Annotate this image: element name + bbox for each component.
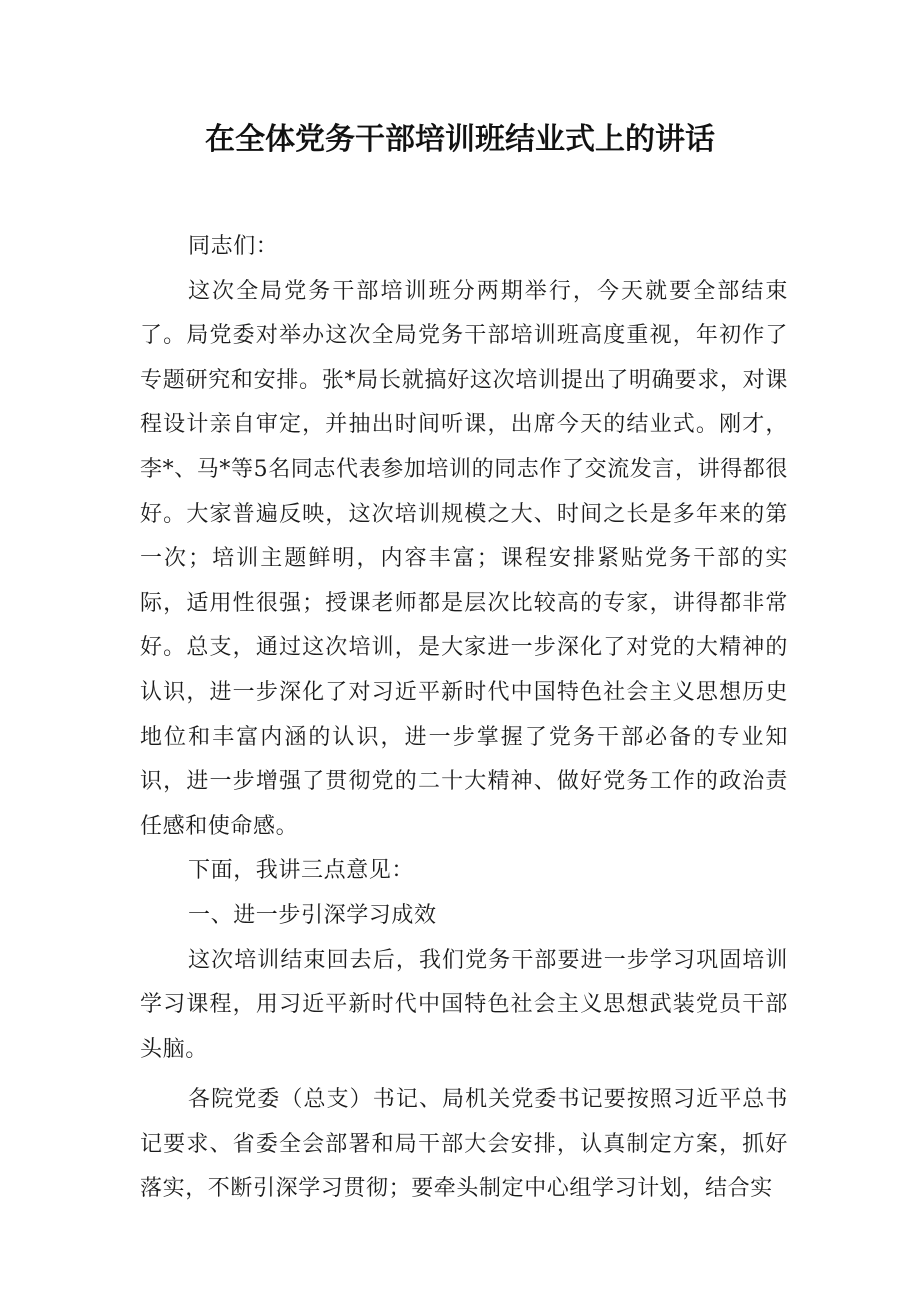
paragraph-section-1-b: 各院党委（总支）书记、局机关党委书记要按照习近平总书记要求、省委全会部署和局干部大会安排，认真制定方案，抓好落实，不断引深学习贯彻；要牵头制定中心组学习计划，结合实 [140,1087,788,1202]
paragraph-section-1-a: 这次培训结束回去后，我们党务干部要进一步学习巩固培训学习课程，用习近平新时代中国特色社会主义思想武装党员干部头脑。 [140,947,788,1062]
paragraph-outline: 下面，我讲三点意见： [188,858,415,884]
document-title: 在全体党务干部培训班结业式上的讲话 [205,122,715,157]
document-body [140,225,788,1212]
salutation: 同志们： [188,234,279,259]
section-heading-1: 一、进一步引深学习成效 [188,902,437,928]
paragraph-intro: 这次全局党务干部培训班分两期举行，今天就要全部结束了。局党委对举办这次全局党务干部培训班高度重视，年初作了专题研究和安排。张*局长就搞好这次培训提出了明确要求，对课程设计亲自审定，并抽出时间听课，出席今天的结业式。刚才，李*、马*等5名同志代表参加培训的同志作了交流发言，讲得都很好。大家普遍反映，这次培训规模之大、时间之长是多年来的第一次；培训主题鲜明，内容丰富；课程安排紧贴党务干部的实际，适用性很强；授课老师都是层次比较高的专家，讲得都非常好。总支，通过这次培训，是大家进一步深化了对党的大精神的认识，进一步深化了对习近平新时代中国特色社会主义思想历史地位和丰富内涵的认识，进一步掌握了党务干部必备的专业知识，进一步增强了贯彻党的二十大精神、做好党务工作的政治责任感和使命感。 [140,278,788,839]
